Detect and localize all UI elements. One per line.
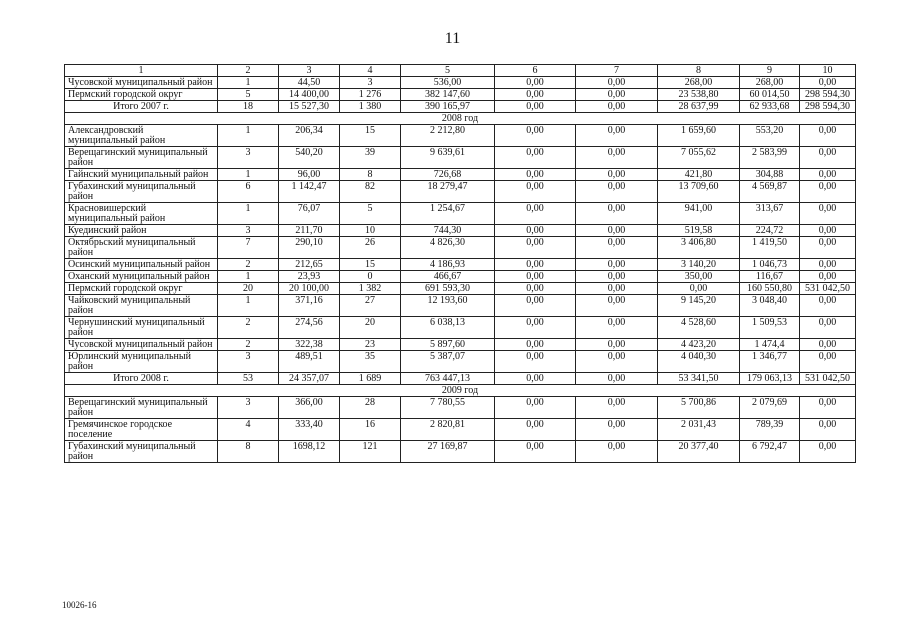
value-cell: 0,00 [495, 169, 576, 181]
table-row [65, 169, 856, 181]
total-row [65, 101, 856, 113]
value-cell: 531 042,50 [800, 283, 856, 295]
column-number: 3 [279, 65, 340, 77]
value-cell: 1 [218, 203, 279, 225]
value-cell: 10 [340, 225, 401, 237]
value-cell: 2 583,99 [740, 147, 800, 169]
value-cell: 3 048,40 [740, 295, 800, 317]
value-cell: 0,00 [495, 225, 576, 237]
value-cell: 1 380 [340, 101, 401, 113]
value-cell: 7 [218, 237, 279, 259]
value-cell: 274,56 [279, 317, 340, 339]
value-cell: 371,16 [279, 295, 340, 317]
value-cell: 0,00 [495, 317, 576, 339]
year-label: 2008 год [65, 113, 856, 125]
column-number: 10 [800, 65, 856, 77]
value-cell: 1 046,73 [740, 259, 800, 271]
municipality-name: Юрлинский муниципальный район [65, 351, 218, 373]
value-cell: 0,00 [576, 317, 658, 339]
value-cell: 726,68 [401, 169, 495, 181]
table-row [65, 339, 856, 351]
value-cell: 0,00 [576, 351, 658, 373]
value-cell: 2 [218, 339, 279, 351]
value-cell: 35 [340, 351, 401, 373]
municipality-name: Красновишерский муниципальный район [65, 203, 218, 225]
value-cell: 366,00 [279, 397, 340, 419]
municipality-name: Верещагинский муниципальный район [65, 147, 218, 169]
value-cell: 1 474,4 [740, 339, 800, 351]
value-cell: 27 169,87 [401, 441, 495, 463]
value-cell: 0,00 [576, 441, 658, 463]
value-cell: 3 [218, 147, 279, 169]
value-cell: 23 538,80 [658, 89, 740, 101]
year-section-row [65, 385, 856, 397]
value-cell: 8 [218, 441, 279, 463]
municipality-name: Александровский муниципальный район [65, 125, 218, 147]
value-cell: 13 709,60 [658, 181, 740, 203]
municipality-name: Чайковский муниципальный район [65, 295, 218, 317]
value-cell: 421,80 [658, 169, 740, 181]
value-cell: 0,00 [800, 419, 856, 441]
value-cell: 0,00 [576, 89, 658, 101]
value-cell: 1 346,77 [740, 351, 800, 373]
table-row [65, 203, 856, 225]
value-cell: 224,72 [740, 225, 800, 237]
value-cell: 5 387,07 [401, 351, 495, 373]
value-cell: 4 423,20 [658, 339, 740, 351]
value-cell: 212,65 [279, 259, 340, 271]
value-cell: 0,00 [576, 125, 658, 147]
value-cell: 18 279,47 [401, 181, 495, 203]
value-cell: 15 [340, 125, 401, 147]
value-cell: 290,10 [279, 237, 340, 259]
municipality-name: Верещагинский муниципальный район [65, 397, 218, 419]
value-cell: 18 [218, 101, 279, 113]
value-cell: 28 [340, 397, 401, 419]
value-cell: 5 [218, 89, 279, 101]
value-cell: 3 [218, 351, 279, 373]
value-cell: 24 357,07 [279, 373, 340, 385]
table-row [65, 237, 856, 259]
value-cell: 1 382 [340, 283, 401, 295]
value-cell: 0,00 [495, 237, 576, 259]
value-cell: 1698,12 [279, 441, 340, 463]
value-cell: 1 [218, 77, 279, 89]
value-cell: 1 509,53 [740, 317, 800, 339]
value-cell: 39 [340, 147, 401, 169]
value-cell: 0,00 [495, 295, 576, 317]
year-label: 2009 год [65, 385, 856, 397]
table-header-row [65, 65, 856, 77]
value-cell: 691 593,30 [401, 283, 495, 295]
value-cell: 0,00 [658, 283, 740, 295]
page-number: 11 [444, 30, 461, 47]
value-cell: 0,00 [576, 419, 658, 441]
value-cell: 44,50 [279, 77, 340, 89]
value-cell: 1 419,50 [740, 237, 800, 259]
value-cell: 390 165,97 [401, 101, 495, 113]
value-cell: 14 400,00 [279, 89, 340, 101]
municipality-name: Осинский муниципальный район [65, 259, 218, 271]
value-cell: 0,00 [576, 397, 658, 419]
value-cell: 3 [218, 397, 279, 419]
value-cell: 0,00 [576, 373, 658, 385]
value-cell: 0,00 [576, 147, 658, 169]
table-row [65, 397, 856, 419]
municipality-name: Чусовской муниципальный район [65, 77, 218, 89]
value-cell: 333,40 [279, 419, 340, 441]
value-cell: 763 447,13 [401, 373, 495, 385]
value-cell: 1 689 [340, 373, 401, 385]
column-number: 1 [65, 65, 218, 77]
value-cell: 76,07 [279, 203, 340, 225]
value-cell: 0,00 [576, 237, 658, 259]
table-row [65, 125, 856, 147]
value-cell: 0,00 [495, 125, 576, 147]
value-cell: 0,00 [576, 225, 658, 237]
value-cell: 23 [340, 339, 401, 351]
municipality-name: Итого 2008 г. [65, 373, 218, 385]
value-cell: 382 147,60 [401, 89, 495, 101]
value-cell: 313,67 [740, 203, 800, 225]
value-cell: 0,00 [800, 295, 856, 317]
value-cell: 53 341,50 [658, 373, 740, 385]
value-cell: 0 [340, 271, 401, 283]
value-cell: 5 897,60 [401, 339, 495, 351]
table-row [65, 259, 856, 271]
table-row [65, 181, 856, 203]
value-cell: 160 550,80 [740, 283, 800, 295]
value-cell: 1 254,67 [401, 203, 495, 225]
value-cell: 304,88 [740, 169, 800, 181]
value-cell: 2 [218, 317, 279, 339]
value-cell: 0,00 [495, 89, 576, 101]
value-cell: 519,58 [658, 225, 740, 237]
value-cell: 4 569,87 [740, 181, 800, 203]
value-cell: 0,00 [800, 203, 856, 225]
value-cell: 96,00 [279, 169, 340, 181]
value-cell: 116,67 [740, 271, 800, 283]
total-row [65, 373, 856, 385]
value-cell: 298 594,30 [800, 89, 856, 101]
value-cell: 6 792,47 [740, 441, 800, 463]
value-cell: 3 406,80 [658, 237, 740, 259]
table-row [65, 351, 856, 373]
value-cell: 0,00 [495, 77, 576, 89]
value-cell: 4 186,93 [401, 259, 495, 271]
value-cell: 1 [218, 271, 279, 283]
value-cell: 0,00 [495, 181, 576, 203]
value-cell: 0,00 [495, 203, 576, 225]
value-cell: 941,00 [658, 203, 740, 225]
value-cell: 0,00 [800, 237, 856, 259]
value-cell: 1 276 [340, 89, 401, 101]
table-row [65, 295, 856, 317]
value-cell: 4 528,60 [658, 317, 740, 339]
value-cell: 4 040,30 [658, 351, 740, 373]
value-cell: 298 594,30 [800, 101, 856, 113]
value-cell: 179 063,13 [740, 373, 800, 385]
value-cell: 2 212,80 [401, 125, 495, 147]
value-cell: 0,00 [800, 147, 856, 169]
municipality-name: Октябрьский муниципальный район [65, 237, 218, 259]
value-cell: 26 [340, 237, 401, 259]
value-cell: 5 700,86 [658, 397, 740, 419]
value-cell: 6 038,13 [401, 317, 495, 339]
value-cell: 9 145,20 [658, 295, 740, 317]
value-cell: 0,00 [495, 147, 576, 169]
value-cell: 2 [218, 259, 279, 271]
table-row [65, 419, 856, 441]
value-cell: 7 055,62 [658, 147, 740, 169]
municipality-name: Гремячинское городское поселение [65, 419, 218, 441]
value-cell: 20 100,00 [279, 283, 340, 295]
value-cell: 489,51 [279, 351, 340, 373]
municipality-name: Оханский муниципальный район [65, 271, 218, 283]
value-cell: 4 826,30 [401, 237, 495, 259]
value-cell: 0,00 [800, 225, 856, 237]
municipality-name: Пермский городской округ [65, 283, 218, 295]
municipality-name: Итого 2007 г. [65, 101, 218, 113]
value-cell: 0,00 [495, 271, 576, 283]
value-cell: 466,67 [401, 271, 495, 283]
value-cell: 268,00 [740, 77, 800, 89]
value-cell: 0,00 [495, 259, 576, 271]
value-cell: 12 193,60 [401, 295, 495, 317]
value-cell: 1 [218, 295, 279, 317]
value-cell: 7 780,55 [401, 397, 495, 419]
column-number: 8 [658, 65, 740, 77]
value-cell: 0,00 [576, 259, 658, 271]
table-row [65, 283, 856, 295]
value-cell: 4 [218, 419, 279, 441]
value-cell: 5 [340, 203, 401, 225]
table-row [65, 441, 856, 463]
value-cell: 744,30 [401, 225, 495, 237]
table-row [65, 317, 856, 339]
value-cell: 0,00 [800, 271, 856, 283]
value-cell: 0,00 [800, 169, 856, 181]
table-row [65, 77, 856, 89]
municipality-name: Губахинский муниципальный район [65, 441, 218, 463]
footer-code: 10026-16 [62, 600, 97, 610]
value-cell: 6 [218, 181, 279, 203]
value-cell: 0,00 [800, 351, 856, 373]
value-cell: 0,00 [576, 339, 658, 351]
table-row [65, 225, 856, 237]
value-cell: 20 [218, 283, 279, 295]
value-cell: 0,00 [576, 169, 658, 181]
value-cell: 0,00 [800, 397, 856, 419]
municipality-name: Куединский район [65, 225, 218, 237]
table-row [65, 89, 856, 101]
municipality-name: Губахинский муниципальный район [65, 181, 218, 203]
value-cell: 1 [218, 169, 279, 181]
value-cell: 789,39 [740, 419, 800, 441]
value-cell: 2 031,43 [658, 419, 740, 441]
value-cell: 2 820,81 [401, 419, 495, 441]
value-cell: 20 377,40 [658, 441, 740, 463]
value-cell: 0,00 [576, 283, 658, 295]
value-cell: 211,70 [279, 225, 340, 237]
value-cell: 0,00 [576, 271, 658, 283]
value-cell: 9 639,61 [401, 147, 495, 169]
value-cell: 531 042,50 [800, 373, 856, 385]
value-cell: 60 014,50 [740, 89, 800, 101]
value-cell: 28 637,99 [658, 101, 740, 113]
value-cell: 350,00 [658, 271, 740, 283]
municipality-name: Гайнский муниципальный район [65, 169, 218, 181]
value-cell: 0,00 [495, 339, 576, 351]
data-table [64, 64, 856, 463]
value-cell: 1 [218, 125, 279, 147]
value-cell: 16 [340, 419, 401, 441]
value-cell: 0,00 [576, 77, 658, 89]
municipality-name: Чернушинский муниципальный район [65, 317, 218, 339]
value-cell: 3 [340, 77, 401, 89]
value-cell: 0,00 [576, 295, 658, 317]
value-cell: 0,00 [576, 203, 658, 225]
value-cell: 0,00 [800, 441, 856, 463]
value-cell: 0,00 [495, 419, 576, 441]
value-cell: 8 [340, 169, 401, 181]
value-cell: 121 [340, 441, 401, 463]
column-number: 4 [340, 65, 401, 77]
value-cell: 0,00 [495, 283, 576, 295]
column-number: 2 [218, 65, 279, 77]
value-cell: 206,34 [279, 125, 340, 147]
value-cell: 0,00 [495, 397, 576, 419]
value-cell: 0,00 [800, 125, 856, 147]
value-cell: 20 [340, 317, 401, 339]
column-number: 5 [401, 65, 495, 77]
column-number: 6 [495, 65, 576, 77]
value-cell: 0,00 [495, 101, 576, 113]
municipality-name: Чусовской муниципальный район [65, 339, 218, 351]
value-cell: 23,93 [279, 271, 340, 283]
value-cell: 1 142,47 [279, 181, 340, 203]
value-cell: 536,00 [401, 77, 495, 89]
value-cell: 82 [340, 181, 401, 203]
value-cell: 3 [218, 225, 279, 237]
table-row [65, 271, 856, 283]
value-cell: 268,00 [658, 77, 740, 89]
value-cell: 0,00 [800, 339, 856, 351]
column-number: 9 [740, 65, 800, 77]
municipality-name: Пермский городской округ [65, 89, 218, 101]
value-cell: 0,00 [800, 181, 856, 203]
value-cell: 2 079,69 [740, 397, 800, 419]
table-row [65, 147, 856, 169]
value-cell: 3 140,20 [658, 259, 740, 271]
value-cell: 1 659,60 [658, 125, 740, 147]
value-cell: 62 933,68 [740, 101, 800, 113]
value-cell: 0,00 [495, 351, 576, 373]
value-cell: 553,20 [740, 125, 800, 147]
value-cell: 0,00 [800, 317, 856, 339]
value-cell: 15 [340, 259, 401, 271]
value-cell: 0,00 [576, 101, 658, 113]
value-cell: 53 [218, 373, 279, 385]
value-cell: 0,00 [495, 441, 576, 463]
year-section-row [65, 113, 856, 125]
value-cell: 15 527,30 [279, 101, 340, 113]
value-cell: 0,00 [495, 373, 576, 385]
value-cell: 540,20 [279, 147, 340, 169]
value-cell: 0,00 [800, 77, 856, 89]
value-cell: 0,00 [800, 259, 856, 271]
value-cell: 322,38 [279, 339, 340, 351]
column-number: 7 [576, 65, 658, 77]
value-cell: 0,00 [576, 181, 658, 203]
value-cell: 27 [340, 295, 401, 317]
